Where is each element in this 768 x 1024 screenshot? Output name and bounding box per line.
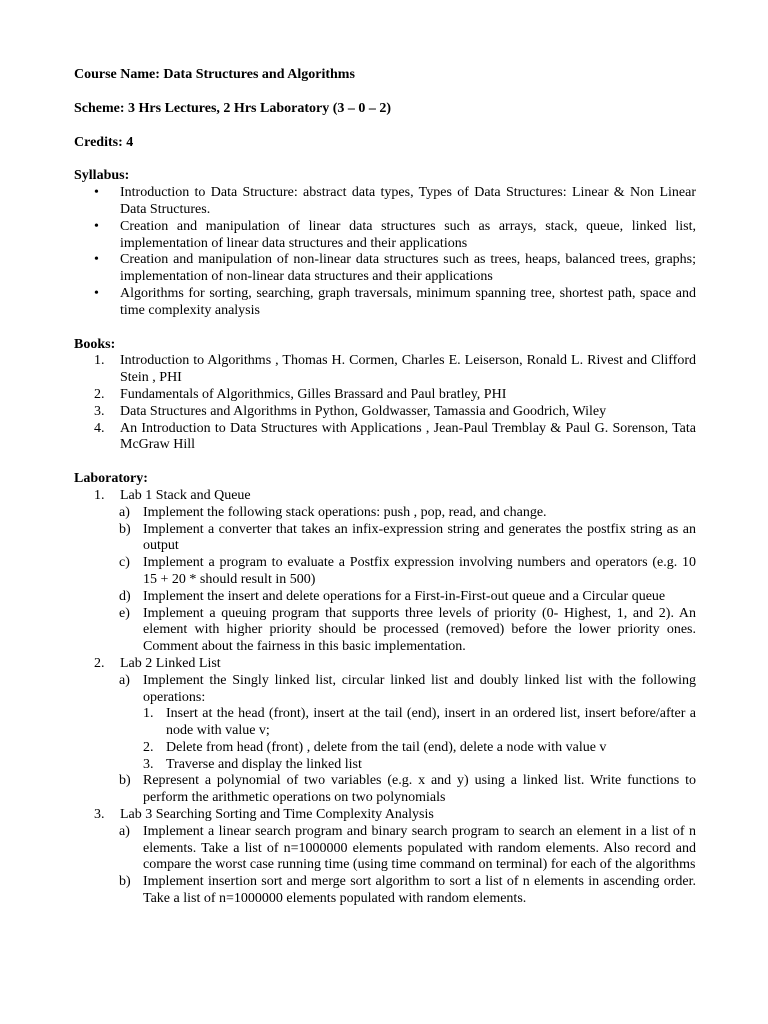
task-letter: c) [119,555,130,571]
lab-task [74,522,696,556]
book-item [74,421,696,455]
syllabus-item [74,219,696,253]
lab-task [74,606,696,656]
lab-title: Lab 2 Linked List [120,655,221,671]
document-page [74,67,696,908]
lab-item [74,656,696,673]
subtask-text: Insert at the head (front), insert at the tail (end), insert in an ordered list, insert before/after a node with value v; [166,706,696,739]
task-letter: d) [119,588,131,604]
task-text: Implement a queuing program that supports three levels of priority (0- Highest, 1, and 2). An element with higher priority should be processed (removed) before the lower priority ones. Comment about the fairness in this basic implementation. [143,605,696,655]
lab-list [74,488,696,908]
book-item [74,387,696,404]
bullet-marker: • [94,252,99,268]
syllabus-item-text: Creation and manipulation of non-linear data structures such as trees, heaps, balanced trees, graphs; implementation of non-linear data structures and their applications [120,252,696,285]
syllabus-item [74,185,696,219]
bullet-marker: • [94,185,99,201]
lab-subtask [74,740,696,757]
task-letter: a) [119,672,130,688]
lab-task [74,673,696,707]
book-number: 4. [94,420,105,436]
task-text: Implement a converter that takes an infix-expression string and generates the postfix string as an output [143,521,696,554]
lab-task [74,824,696,874]
book-item [74,353,696,387]
syllabus-list [74,185,696,319]
subtask-text: Delete from head (front) , delete from the tail (end), delete a node with value v [166,739,607,755]
lab-task [74,555,696,589]
task-text: Implement a linear search program and binary search program to search an element in a list of n elements. Take a list of n=1000000 elements populated with random elements. Also record and compare the worst case running time (using time command on terminal) for each of the algorithms [143,823,696,873]
task-letter: b) [119,773,131,789]
books-heading: Books: [74,336,116,352]
bullet-marker: • [94,218,99,234]
task-text: Implement the Singly linked list, circular linked list and doubly linked list with the following operations: [143,672,696,705]
task-text: Implement the following stack operations: push , pop, read, and change. [143,504,547,520]
lab-item [74,488,696,505]
book-text: Data Structures and Algorithms in Python, Goldwasser, Tamassia and Goodrich, Wiley [120,403,607,419]
syllabus-item [74,252,696,286]
lab-task [74,773,696,807]
lab-task [74,874,696,908]
syllabus-item [74,286,696,320]
credits: Credits: 4 [74,134,134,150]
book-number: 1. [94,353,105,369]
syllabus-item-text: Introduction to Data Structure: abstract data types, Types of Data Structures: Linear & Non Linear Data Structures. [120,185,696,217]
book-item [74,404,696,421]
lab-subtask [74,757,696,774]
lab-title: Lab 3 Searching Sorting and Time Complexity Analysis [120,807,434,823]
task-text: Represent a polynomial of two variables (e.g. x and y) using a linked list. Write functions to perform the arithmetic operations on two polynomials [143,773,696,806]
task-text: Implement insertion sort and merge sort algorithm to sort a list of n elements in ascending order. Take a list of n=1000000 elements populated with random elements. [143,874,696,907]
course-name: Course Name: Data Structures and Algorithms [74,67,355,82]
book-text: Introduction to Algorithms , Thomas H. Cormen, Charles E. Leiserson, Ronald L. Rivest and Clifford Stein , PHI [120,353,696,386]
laboratory-heading: Laboratory: [74,471,148,487]
lab-number: 2. [94,655,105,671]
task-letter: e) [119,605,130,621]
subtask-text: Traverse and display the linked list [166,756,362,772]
task-letter: a) [119,504,130,520]
syllabus-heading: Syllabus: [74,168,130,184]
task-letter: b) [119,521,131,537]
lab-number: 3. [94,807,105,823]
book-number: 2. [94,386,105,402]
subtask-number: 2. [143,739,154,755]
subtask-number: 1. [143,706,154,722]
subtask-number: 3. [143,756,154,772]
syllabus-item-text: Creation and manipulation of linear data structures such as arrays, stack, queue, linked list, implementation of linear data structures and their applications [120,218,696,251]
scheme: Scheme: 3 Hrs Lectures, 2 Hrs Laboratory (3 – 0 – 2) [74,100,392,116]
book-text: Fundamentals of Algorithmics, Gilles Brassard and Paul bratley, PHI [120,386,507,402]
lab-task [74,589,696,606]
lab-subtask [74,706,696,740]
lab-task [74,505,696,522]
syllabus-item-text: Algorithms for sorting, searching, graph traversals, minimum spanning tree, shortest path, space and time complexity analysis [120,285,696,318]
task-letter: b) [119,874,131,890]
books-list [74,353,696,454]
lab-item [74,807,696,824]
book-number: 3. [94,403,105,419]
lab-title: Lab 1 Stack and Queue [120,487,251,503]
bullet-marker: • [94,285,99,301]
task-text: Implement a program to evaluate a Postfix expression involving numbers and operators (e.g. 10 15 + 20 * should result in 500) [143,555,696,587]
book-text: An Introduction to Data Structures with Applications , Jean-Paul Tremblay & Paul G. Sorenson, Tata McGraw Hill [120,420,696,453]
lab-number: 1. [94,487,105,503]
task-text: Implement the insert and delete operations for a First-in-First-out queue and a Circular queue [143,588,666,604]
task-letter: a) [119,823,130,839]
